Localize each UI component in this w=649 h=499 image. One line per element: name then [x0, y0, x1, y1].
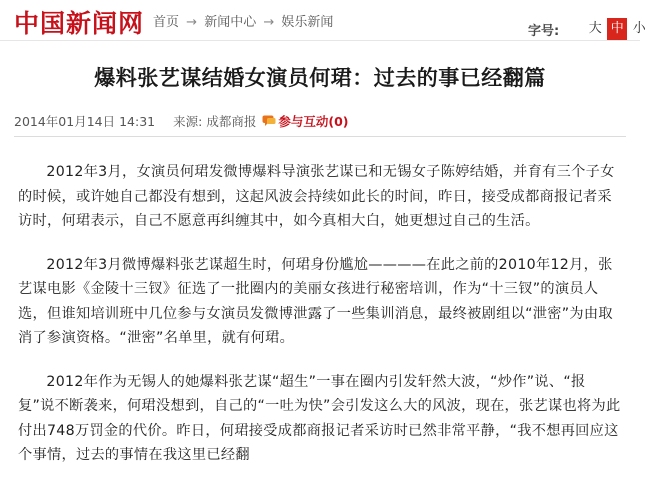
interact-link[interactable]	[262, 112, 348, 130]
breadcrumb-news-center[interactable]: 新闻中心	[204, 15, 257, 30]
article-paragraph: 2012年3月微博爆料张艺谋超生时，何珺身份尴尬————在此之前的2010年12月，张艺谋电影《金陵十三钗》征选了一批圈内的美丽女孩进行秘密培训，作为“十三钗”的演员人选，但谁知培训班中几位参与女演员发微博泄露了一些集训消息，最终被剧组以“泄密”为由取消了参演资格。“泄密”名单里，就有何珺。	[18, 256, 613, 346]
article-paragraph: 2012年3月，女演员何珺发微博爆料导演张艺谋已和无锡女子陈婷结婚，并育有三个子女的时候，或许她自己都没有想到，这起风波会持续如此长的时间，昨日，接受成都商报记者采访时，何珺表示，自己不愿意再纠缠其中，如今真相大白，她更想过自己的生活。	[18, 164, 615, 229]
article-meta	[14, 112, 349, 130]
article-body	[18, 160, 622, 487]
top-bar	[0, 0, 646, 41]
font-size-label: 字号:	[528, 23, 560, 39]
breadcrumb-entertainment[interactable]: 娱乐新闻	[281, 15, 334, 30]
article-title: 爆料张艺谋结婚女演员何珺：过去的事已经翻篇	[94, 66, 546, 90]
interact-count: (0)	[328, 113, 349, 129]
font-size-medium[interactable]: 中	[607, 18, 627, 40]
breadcrumb-arrow-icon: →	[263, 15, 275, 30]
font-size-small[interactable]: 小	[632, 21, 646, 36]
site-logo[interactable]: 中国新闻网	[14, 9, 145, 38]
font-size-selector	[528, 17, 649, 41]
breadcrumb-home[interactable]: 首页	[153, 15, 180, 30]
meta-divider	[14, 136, 626, 137]
source-label: 来源:	[173, 114, 203, 129]
interact-label: 参与互动	[278, 114, 329, 129]
publish-date: 2014年01月14日 14:31	[14, 114, 156, 129]
comment-bubble-icon	[262, 115, 276, 127]
article-paragraph: 2012年作为无锡人的她爆料张艺谋“超生”一事在圈内引发轩然大波，“炒作”说、“报复”说不断袭来，何珺没想到，自己的“一吐为快”会引发这么大的风波，现在，张艺谋也将为此付出748万罚金的代价。昨日，何珺接受成都商报记者采访时已然非常平静，“我不想再回应这个事情，过去的事情在我这里已经翻	[18, 373, 621, 463]
font-size-large[interactable]: 大	[588, 21, 602, 36]
breadcrumb	[153, 11, 333, 30]
breadcrumb-arrow-icon: →	[186, 15, 198, 30]
source-name: 成都商报	[206, 114, 257, 129]
